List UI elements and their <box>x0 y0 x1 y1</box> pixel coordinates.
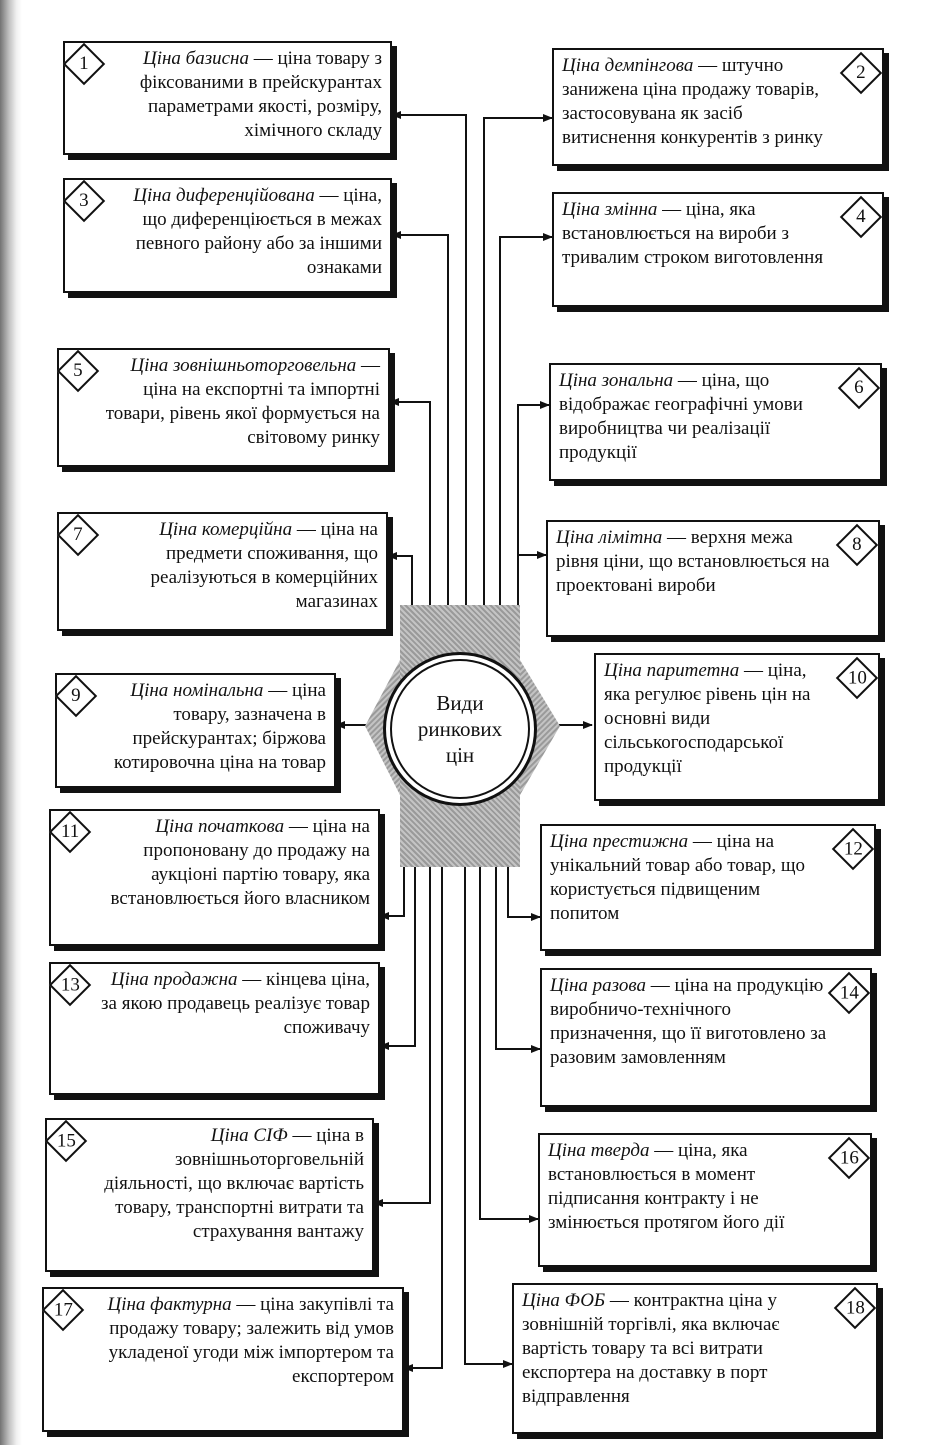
term-10: Ціна паритетна <box>604 660 740 681</box>
box-11 <box>49 809 380 946</box>
number-badge-10: 10 <box>836 657 878 699</box>
term-1: Ціна базисна <box>142 48 249 69</box>
term-9: Ціна номінальна <box>130 680 264 701</box>
number-badge-13: 13 <box>49 964 91 1006</box>
box-7 <box>57 512 388 631</box>
box-9 <box>55 673 336 788</box>
desc-8: — верхня межа рівня ціни, що встановлюється на проектовані вироби <box>556 527 830 596</box>
number-badge-12: 12 <box>832 828 874 870</box>
box-10 <box>594 653 880 801</box>
number-badge-7: 7 <box>57 514 99 556</box>
desc-15: — ціна в зовнішньоторговельній діяльності, що включає вартість товару, транспортні витрати та страхування вантажу <box>104 1125 364 1242</box>
number-badge-17: 17 <box>42 1289 84 1331</box>
box-8 <box>546 520 880 637</box>
desc-11: — ціна на пропоновану до продажу на аукціоні партію товару, яка встановлюється його власником <box>110 816 370 909</box>
desc-4: — ціна, яка встановлюється на вироби з тривалим строком виготовлення <box>562 199 824 268</box>
number-badge-14: 14 <box>828 972 870 1014</box>
term-17: Ціна фактурна <box>107 1294 232 1315</box>
number-badge-11: 11 <box>49 811 91 853</box>
box-12 <box>540 824 876 951</box>
box-5 <box>57 348 390 467</box>
box-3 <box>63 178 392 293</box>
desc-3: — ціна, що диференціюється в межах певного району або за іншими ознаками <box>135 185 382 278</box>
term-11: Ціна початкова <box>155 816 285 837</box>
box-13 <box>49 962 380 1095</box>
term-3: Ціна диференційована <box>133 185 315 206</box>
box-1 <box>63 41 392 155</box>
box-16 <box>538 1133 872 1267</box>
box-14 <box>540 968 872 1107</box>
term-16: Ціна тверда <box>548 1140 650 1161</box>
desc-9: — ціна товару, зазначена в прейскурантах; біржова котировочна ціна на товар <box>113 680 326 773</box>
term-5: Ціна зовнішньоторговельна <box>130 355 357 376</box>
desc-5: —ціна на експортні та імпортні товари, рівень якої формується на світовому ринку <box>105 355 380 448</box>
number-badge-8: 8 <box>836 524 878 566</box>
center-title: Види ринкових цін <box>390 659 530 799</box>
term-12: Ціна престижна <box>550 831 689 852</box>
box-2 <box>552 48 884 166</box>
desc-12: — ціна на унікальний товар або товар, що користується підвищеним попитом <box>550 831 806 924</box>
number-badge-2: 2 <box>840 52 882 94</box>
desc-13: — кінцева ціна, за якою продавець реалізує товар споживачу <box>101 969 370 1038</box>
term-14: Ціна разова <box>550 975 646 996</box>
box-17 <box>42 1287 404 1432</box>
desc-1: — ціна товару з фіксованими в прейскурантах параметрами якості, розміру, хімічного складу <box>139 48 382 141</box>
term-13: Ціна продажна <box>110 969 238 990</box>
desc-14: — ціна на продукцію виробничо-технічного призначення, що її виготовлено за разовим замовленням <box>550 975 827 1068</box>
number-badge-18: 18 <box>834 1287 876 1329</box>
number-badge-1: 1 <box>63 43 105 85</box>
desc-17: — ціна закупівлі та продажу товару; залежить від умов укладеної угоди між імпортером та експортером <box>108 1294 394 1387</box>
desc-2: — штучно занижена ціна продажу товарів, застосовувана як засіб витиснення конкурентів з ринку <box>562 55 823 148</box>
number-badge-5: 5 <box>57 350 99 392</box>
term-4: Ціна змінна <box>562 199 658 220</box>
desc-18: — контрактна ціна у зовнішній торгівлі, яка включає вартість товару та всі витрати експортера на доставку в порт відправлення <box>522 1290 780 1407</box>
box-6 <box>549 363 882 481</box>
term-18: Ціна ФОБ <box>522 1290 606 1311</box>
box-15 <box>45 1118 374 1272</box>
term-15: Ціна СІФ <box>210 1125 288 1146</box>
desc-10: — ціна, яка регулює рівень цін на основні види сільськогосподарської продукції <box>604 660 811 777</box>
term-2: Ціна демпінгова <box>562 55 694 76</box>
term-6: Ціна зональна <box>559 370 674 391</box>
number-badge-4: 4 <box>840 196 882 238</box>
box-18 <box>512 1283 878 1434</box>
number-badge-9: 9 <box>55 675 97 717</box>
desc-6: — ціна, що відображає географічні умови виробництва чи реалізації продукції <box>559 370 803 463</box>
number-badge-16: 16 <box>828 1137 870 1179</box>
desc-7: — ціна на предмети споживання, що реалізуються в комерційних магазинах <box>150 519 378 612</box>
term-8: Ціна лімітна <box>556 527 663 548</box>
term-7: Ціна комерційна <box>159 519 293 540</box>
number-badge-3: 3 <box>63 180 105 222</box>
box-4 <box>552 192 884 307</box>
desc-16: — ціна, яка встановлюється в момент підписання контракту і не змінюється протягом його дії <box>548 1140 785 1233</box>
number-badge-6: 6 <box>838 367 880 409</box>
number-badge-15: 15 <box>45 1120 87 1162</box>
